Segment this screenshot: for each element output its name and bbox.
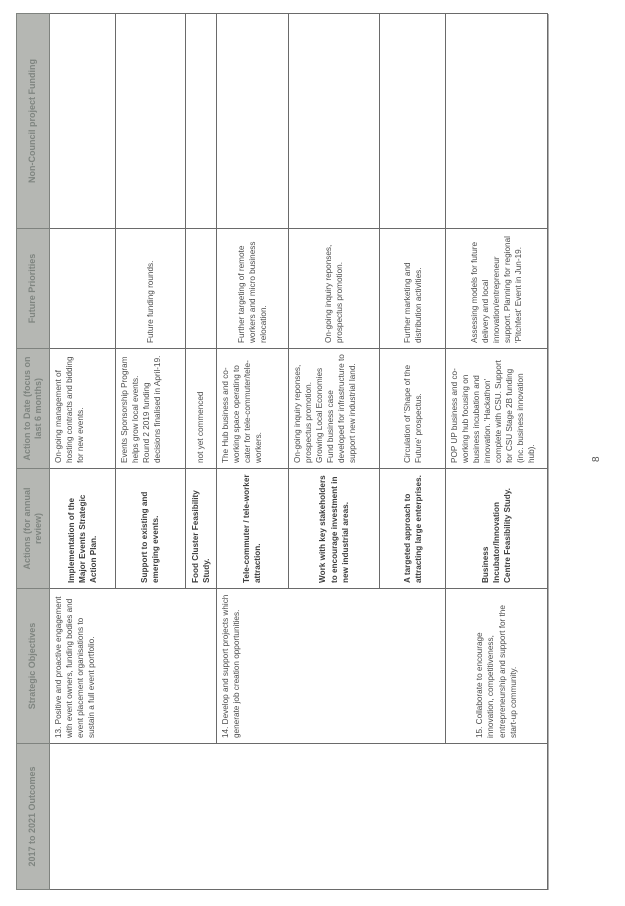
progress-cell: On-going inquiry reponses, prospectus promotion. Growing Local Economies Fund business case developed for infrastructure to support new industrial land. [288, 349, 379, 469]
bottom-rule [548, 14, 549, 890]
objective-15: 15. Collaborate to encourage innovation, competitiveness, entrepreneurship and support for the start-up community. [446, 589, 548, 744]
progress-cell: not yet commenced [185, 349, 216, 469]
action-cell: Work with key stakeholders to encourage investment in new industrial areas. [288, 469, 379, 589]
funding-cell [380, 14, 446, 229]
header-priorities: Future Priorities [17, 229, 50, 349]
action-cell: A targeted approach to attracting large enterprises. [380, 469, 446, 589]
funding-cell [50, 14, 116, 229]
priorities-cell [185, 229, 216, 349]
priorities-cell: Further targeting of remote workers and micro business relocation. [216, 229, 288, 349]
objective-14: 14. Develop and support projects which generate job creation opportunities. [216, 589, 445, 744]
table-row [50, 14, 116, 890]
header-outcomes: 2017 to 2021 Outcomes [17, 744, 50, 890]
page-number: 8 [591, 456, 602, 462]
priorities-cell: On-going inquiry reponses, prospectus promotion. [288, 229, 379, 349]
header-objectives: Strategic Objectives [17, 589, 50, 744]
priorities-cell: Future funding rounds. [115, 229, 185, 349]
funding-cell [216, 14, 288, 229]
header-funding: Non-Council project Funding [17, 14, 50, 229]
funding-cell [288, 14, 379, 229]
header-progress: Action to Date (focus on last 6 months) [17, 349, 50, 469]
progress-cell: Circulation of 'Shape of the Future' prospectus. [380, 349, 446, 469]
progress-cell: The Hub business and co-working space operating to cater for tele-commuter/tele-workers. [216, 349, 288, 469]
table-header-row [17, 14, 50, 890]
action-cell: Tele-commuter / tele-worker attraction. [216, 469, 288, 589]
progress-cell: POP UP business and co-working hub focusing on business incubation and innovation. 'Hackathon' complete with CSU. Support for CSU Stage 2B funding (inc. business innovation hub). [446, 349, 548, 469]
objective-13: 13. Positive and proactive engagement with event owners, funding bodies and event placement organisations to sustain a full event portfolio. [50, 589, 217, 744]
funding-cell [185, 14, 216, 229]
funding-cell [446, 14, 548, 229]
priorities-cell [50, 229, 116, 349]
action-cell: Business Incubator/Innovation Centre Feasibility Study. [446, 469, 548, 589]
progress-cell: On-going management of hosting contracts and bidding for new events. [50, 349, 116, 469]
action-cell: Food Cluster Feasibility Study. [185, 469, 216, 589]
priorities-cell: Further marketing and distribution activities. [380, 229, 446, 349]
outcomes-cell [50, 744, 548, 890]
progress-cell: Events Sponsorship Program helps grow local events. Round 2 2019 funding decisions finalised in April-19. [115, 349, 185, 469]
priorities-cell: Assessing models for future delivery and local innovation/entrepreneur support. Planning for regional 'Pitchfest' Event in Jun-19. [446, 229, 548, 349]
action-cell: Implementation of the Major Events Strategic Action Plan. [50, 469, 116, 589]
strategy-table [16, 13, 548, 890]
header-actions: Actions (for annual review) [17, 469, 50, 589]
funding-cell [115, 14, 185, 229]
action-cell: Support to existing and emerging events. [115, 469, 185, 589]
